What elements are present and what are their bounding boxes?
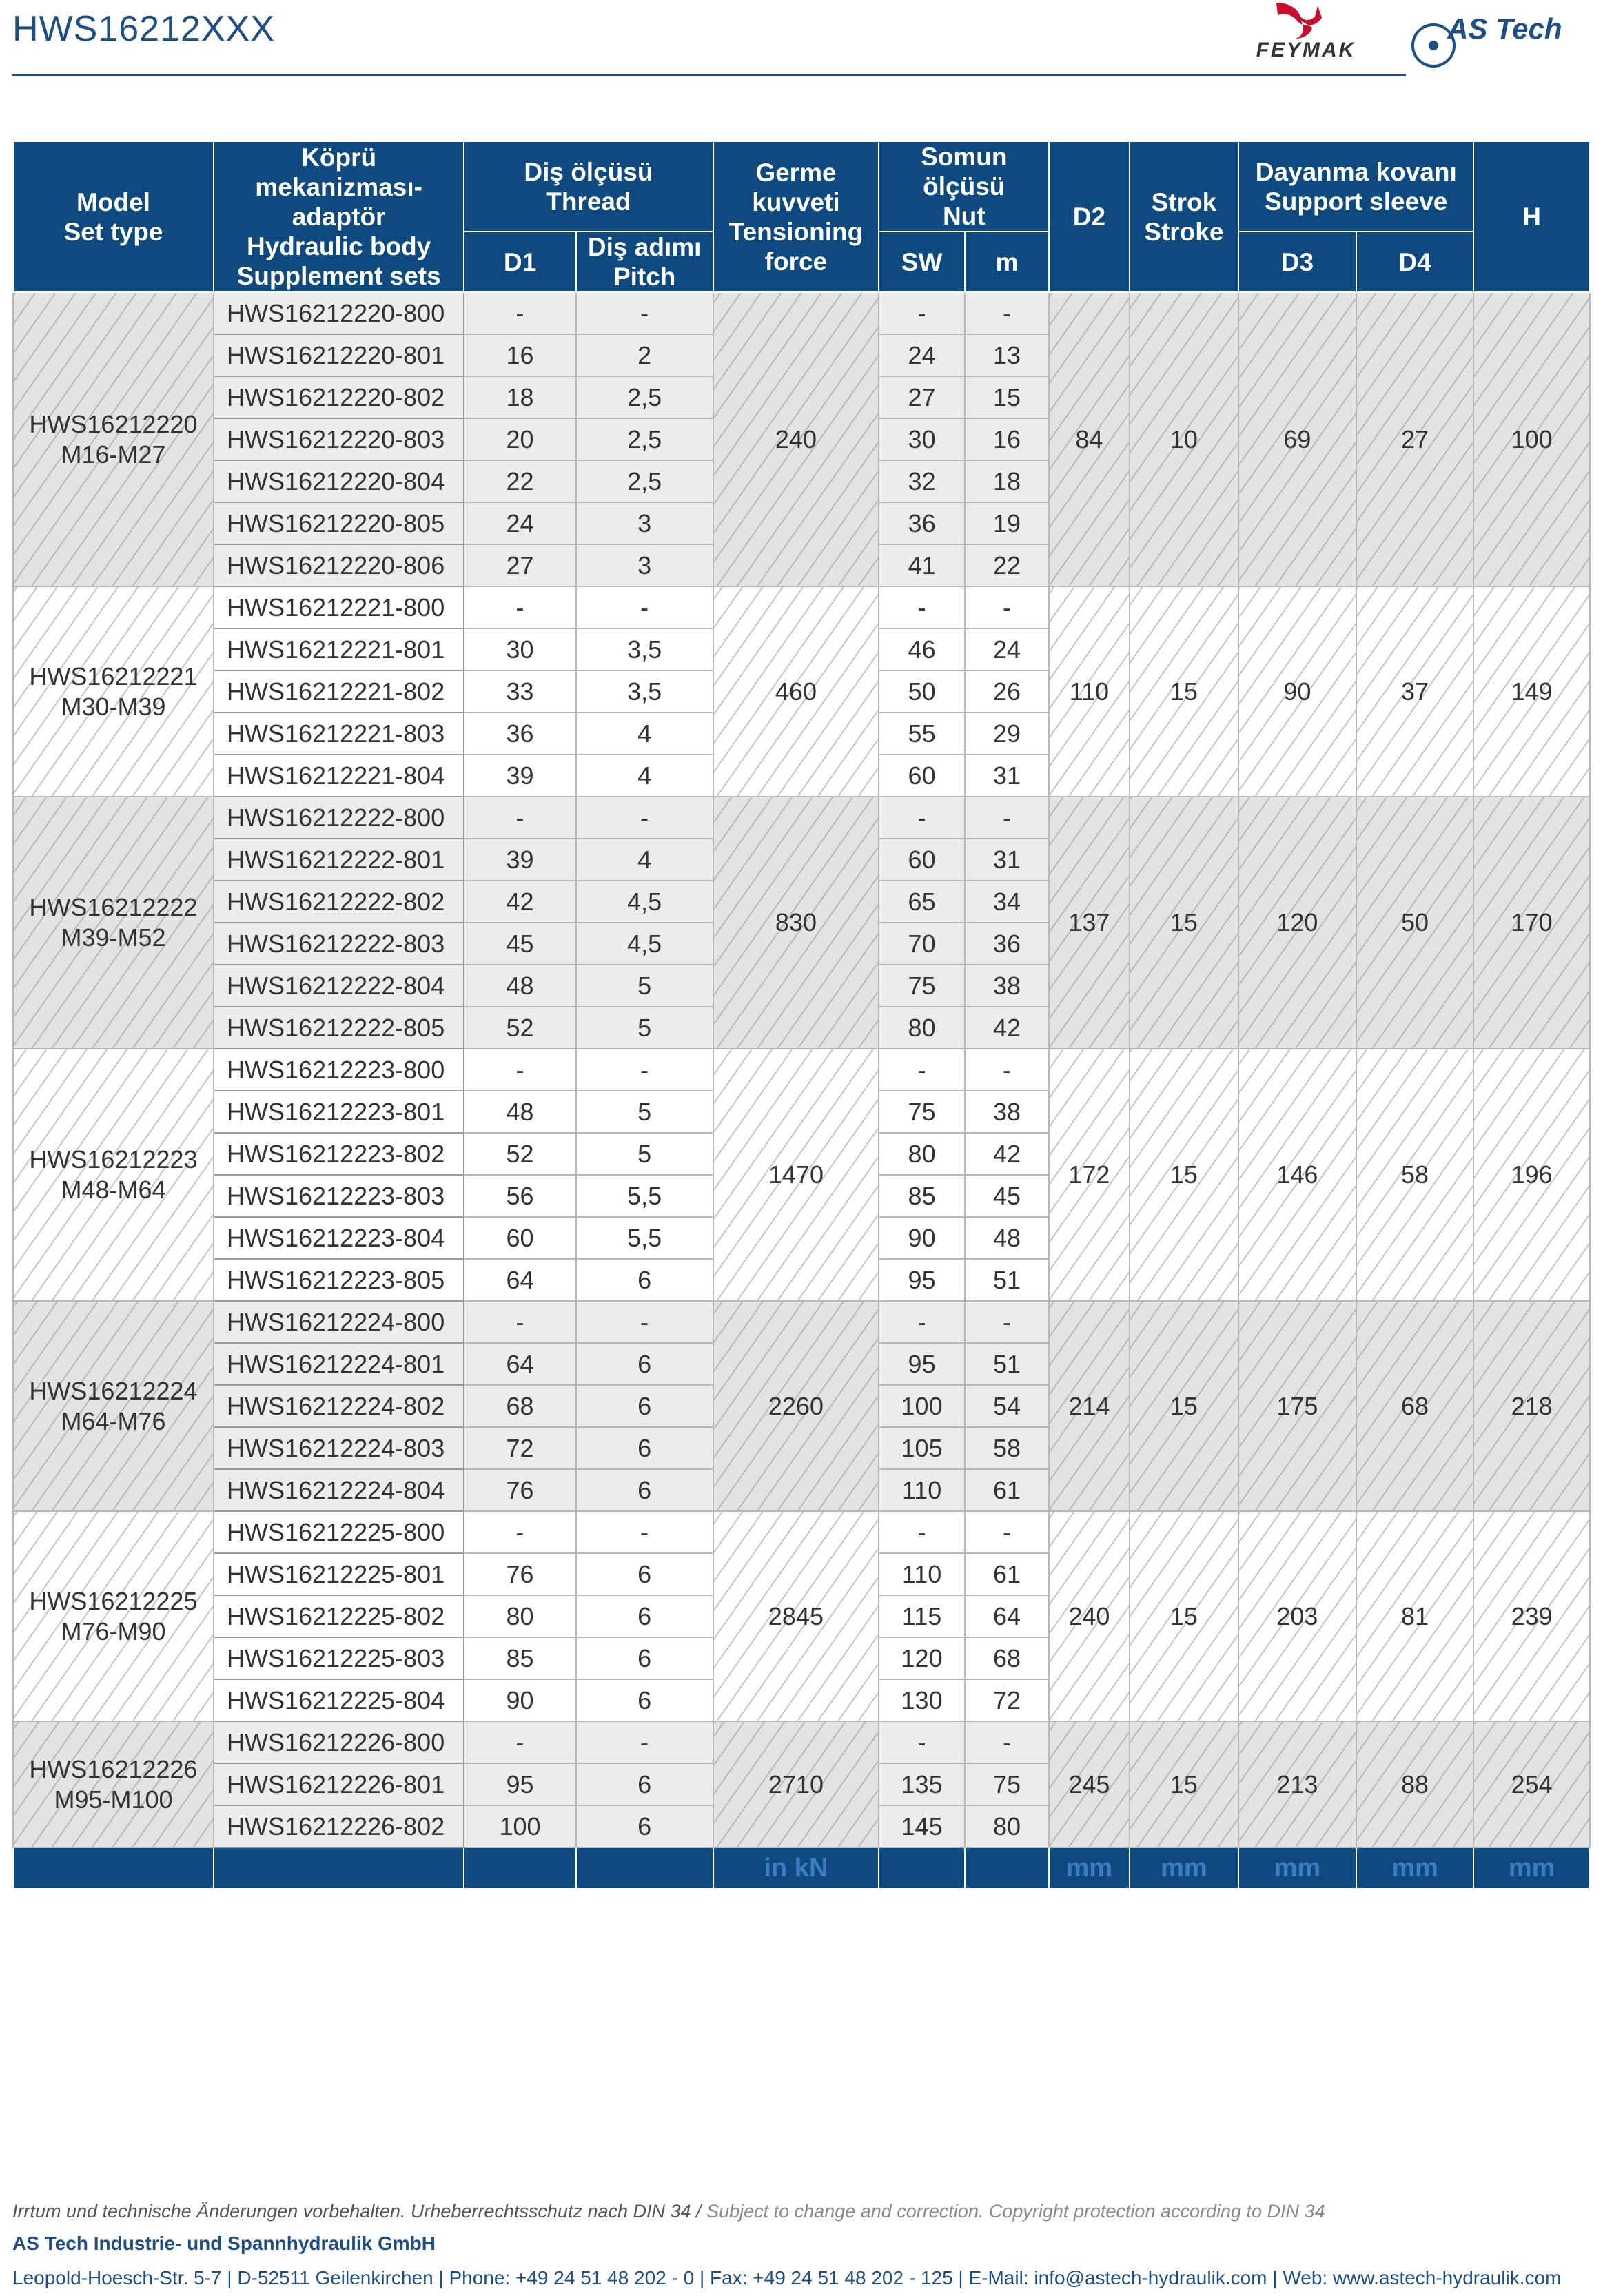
unit-empty: [879, 1847, 964, 1889]
set-type-cell: HWS16212220-800: [214, 292, 464, 334]
table-row: [13, 1721, 1590, 1763]
pitch-cell: 2,5: [576, 418, 713, 460]
d1-cell: 30: [464, 628, 576, 670]
d2-cell: 245: [1049, 1721, 1129, 1847]
pitch-cell: -: [576, 1049, 713, 1091]
stroke-cell: 15: [1130, 586, 1239, 797]
sw-cell: 80: [879, 1133, 964, 1175]
d1-cell: 39: [464, 839, 576, 881]
sw-cell: -: [879, 586, 964, 628]
header-model: Model Set type: [13, 141, 214, 292]
sw-cell: 70: [879, 923, 964, 965]
table-row: [13, 586, 1590, 628]
header-d1: D1: [464, 232, 576, 292]
d1-cell: 76: [464, 1553, 576, 1595]
unit-empty: [965, 1847, 1049, 1889]
table-body: [13, 292, 1590, 1847]
tensioning-force-cell: 2260: [713, 1301, 879, 1511]
m-cell: 64: [965, 1595, 1049, 1637]
d2-cell: 214: [1049, 1301, 1129, 1511]
h-cell: 196: [1473, 1049, 1590, 1301]
sw-cell: 115: [879, 1595, 964, 1637]
set-type-cell: HWS16212224-800: [214, 1301, 464, 1343]
sw-cell: 46: [879, 628, 964, 670]
d4-cell: 37: [1356, 586, 1474, 797]
d1-cell: -: [464, 797, 576, 839]
d1-cell: -: [464, 1721, 576, 1763]
set-type-cell: HWS16212225-802: [214, 1595, 464, 1637]
set-type-cell: HWS16212223-805: [214, 1259, 464, 1301]
m-cell: 13: [965, 334, 1049, 376]
unit-d3: mm: [1238, 1847, 1356, 1889]
units-row: [13, 1847, 1590, 1889]
d1-cell: 56: [464, 1175, 576, 1217]
header-pitch: Diş adımı Pitch: [576, 232, 713, 292]
pitch-cell: 4: [576, 839, 713, 881]
set-type-cell: HWS16212223-803: [214, 1175, 464, 1217]
d1-cell: 60: [464, 1217, 576, 1259]
set-type-cell: HWS16212226-801: [214, 1763, 464, 1805]
set-type-cell: HWS16212221-800: [214, 586, 464, 628]
pitch-cell: 6: [576, 1553, 713, 1595]
pitch-cell: -: [576, 292, 713, 334]
m-cell: -: [965, 1511, 1049, 1553]
set-type-cell: HWS16212220-803: [214, 418, 464, 460]
legal-note-en: Subject to change and correction. Copyright protection according to DIN 34: [706, 2201, 1325, 2222]
d1-cell: 76: [464, 1469, 576, 1511]
set-type-cell: HWS16212225-800: [214, 1511, 464, 1553]
stroke-cell: 10: [1130, 292, 1239, 586]
set-type-cell: HWS16212222-803: [214, 923, 464, 965]
specification-table: [12, 141, 1591, 1889]
d4-cell: 81: [1356, 1511, 1474, 1721]
m-cell: -: [965, 797, 1049, 839]
header-d2: D2: [1049, 141, 1129, 292]
d1-cell: 20: [464, 418, 576, 460]
sw-cell: 75: [879, 965, 964, 1007]
stroke-cell: 15: [1130, 797, 1239, 1049]
model-cell: HWS16212226 M95-M100: [13, 1721, 214, 1847]
pitch-cell: 2,5: [576, 460, 713, 502]
header-thread: Diş ölçüsü Thread: [464, 141, 713, 232]
sw-cell: 50: [879, 670, 964, 713]
h-cell: 218: [1473, 1301, 1590, 1511]
sw-cell: 60: [879, 755, 964, 797]
sw-cell: 95: [879, 1343, 964, 1385]
pitch-cell: 3: [576, 502, 713, 544]
set-type-cell: HWS16212226-800: [214, 1721, 464, 1763]
pitch-cell: 5: [576, 965, 713, 1007]
d1-cell: 24: [464, 502, 576, 544]
sw-cell: 95: [879, 1259, 964, 1301]
set-type-cell: HWS16212226-802: [214, 1805, 464, 1847]
m-cell: 22: [965, 544, 1049, 586]
sw-cell: 27: [879, 376, 964, 418]
set-type-cell: HWS16212221-802: [214, 670, 464, 713]
d3-cell: 203: [1238, 1511, 1356, 1721]
m-cell: 31: [965, 755, 1049, 797]
set-type-cell: HWS16212221-804: [214, 755, 464, 797]
tensioning-force-cell: 1470: [713, 1049, 879, 1301]
h-cell: 254: [1473, 1721, 1590, 1847]
h-cell: 100: [1473, 292, 1590, 586]
pitch-cell: -: [576, 586, 713, 628]
d2-cell: 137: [1049, 797, 1129, 1049]
header-d3: D3: [1238, 232, 1356, 292]
set-type-cell: HWS16212222-800: [214, 797, 464, 839]
unit-empty: [214, 1847, 464, 1889]
header-hydraulic-body: Köprü mekanizması- adaptör Hydraulic body Supplement sets: [214, 141, 464, 292]
unit-empty: [576, 1847, 713, 1889]
d1-cell: 95: [464, 1763, 576, 1805]
pitch-cell: 2: [576, 334, 713, 376]
m-cell: 19: [965, 502, 1049, 544]
d1-cell: -: [464, 292, 576, 334]
table-row: [13, 292, 1590, 334]
set-type-cell: HWS16212220-802: [214, 376, 464, 418]
m-cell: 48: [965, 1217, 1049, 1259]
m-cell: -: [965, 1049, 1049, 1091]
d2-cell: 84: [1049, 292, 1129, 586]
pitch-cell: 5,5: [576, 1217, 713, 1259]
pitch-cell: -: [576, 1301, 713, 1343]
sw-cell: -: [879, 1721, 964, 1763]
set-type-cell: HWS16212222-801: [214, 839, 464, 881]
m-cell: 34: [965, 881, 1049, 923]
m-cell: 42: [965, 1007, 1049, 1049]
set-type-cell: HWS16212223-801: [214, 1091, 464, 1133]
set-type-cell: HWS16212220-805: [214, 502, 464, 544]
sw-cell: 120: [879, 1637, 964, 1679]
set-type-cell: HWS16212222-805: [214, 1007, 464, 1049]
sw-cell: 90: [879, 1217, 964, 1259]
d3-cell: 213: [1238, 1721, 1356, 1847]
set-type-cell: HWS16212221-801: [214, 628, 464, 670]
m-cell: 51: [965, 1259, 1049, 1301]
sw-cell: 80: [879, 1007, 964, 1049]
m-cell: 54: [965, 1385, 1049, 1427]
d1-cell: 90: [464, 1679, 576, 1721]
pitch-cell: 4,5: [576, 881, 713, 923]
model-cell: HWS16212224 M64-M76: [13, 1301, 214, 1511]
stroke-cell: 15: [1130, 1721, 1239, 1847]
set-type-cell: HWS16212220-801: [214, 334, 464, 376]
d1-cell: 42: [464, 881, 576, 923]
sw-cell: 60: [879, 839, 964, 881]
set-type-cell: HWS16212223-800: [214, 1049, 464, 1091]
m-cell: 72: [965, 1679, 1049, 1721]
pitch-cell: 6: [576, 1679, 713, 1721]
pitch-cell: 4: [576, 713, 713, 755]
m-cell: -: [965, 292, 1049, 334]
pitch-cell: 6: [576, 1595, 713, 1637]
d1-cell: -: [464, 1049, 576, 1091]
m-cell: 29: [965, 713, 1049, 755]
m-cell: 75: [965, 1763, 1049, 1805]
header-stroke: Strok Stroke: [1130, 141, 1239, 292]
sw-cell: 36: [879, 502, 964, 544]
d1-cell: 85: [464, 1637, 576, 1679]
legal-note-de: Irrtum und technische Änderungen vorbehalten. Urheberrechtsschutz nach DIN 34 /: [12, 2201, 702, 2222]
d3-cell: 146: [1238, 1049, 1356, 1301]
stroke-cell: 15: [1130, 1511, 1239, 1721]
tensioning-force-cell: 2710: [713, 1721, 879, 1847]
d4-cell: 27: [1356, 292, 1474, 586]
d2-cell: 110: [1049, 586, 1129, 797]
sw-cell: 110: [879, 1553, 964, 1595]
sw-cell: 100: [879, 1385, 964, 1427]
pitch-cell: 6: [576, 1469, 713, 1511]
set-type-cell: HWS16212225-804: [214, 1679, 464, 1721]
company-address: Leopold-Hoesch-Str. 5-7 | D-52511 Geilenkirchen | Phone: +49 24 51 48 202 - 0 | Fax: +49 24 51 48 202 - 125 | E-Mail: info@astech-hydraulik.com | Web: www.astech-hydraulik.com: [12, 2267, 1562, 2288]
model-cell: HWS16212222 M39-M52: [13, 797, 214, 1049]
sw-cell: 135: [879, 1763, 964, 1805]
d4-cell: 68: [1356, 1301, 1474, 1511]
unit-empty: [13, 1847, 214, 1889]
stroke-cell: 15: [1130, 1049, 1239, 1301]
sw-cell: 105: [879, 1427, 964, 1469]
header-d4: D4: [1356, 232, 1474, 292]
pitch-cell: 6: [576, 1343, 713, 1385]
stroke-cell: 15: [1130, 1301, 1239, 1511]
set-type-cell: HWS16212224-801: [214, 1343, 464, 1385]
d1-cell: 68: [464, 1385, 576, 1427]
d3-cell: 175: [1238, 1301, 1356, 1511]
pitch-cell: 5,5: [576, 1175, 713, 1217]
tensioning-force-cell: 460: [713, 586, 879, 797]
pitch-cell: 5: [576, 1133, 713, 1175]
title-divider: [12, 74, 1406, 76]
d1-cell: 80: [464, 1595, 576, 1637]
d3-cell: 120: [1238, 797, 1356, 1049]
sw-cell: 65: [879, 881, 964, 923]
m-cell: 18: [965, 460, 1049, 502]
feymak-logo: [1234, 0, 1378, 63]
unit-empty: [464, 1847, 576, 1889]
h-cell: 239: [1473, 1511, 1590, 1721]
pitch-cell: 3,5: [576, 628, 713, 670]
pitch-cell: 5: [576, 1007, 713, 1049]
d2-cell: 172: [1049, 1049, 1129, 1301]
d4-cell: 50: [1356, 797, 1474, 1049]
d1-cell: -: [464, 586, 576, 628]
sw-cell: 24: [879, 334, 964, 376]
model-cell: HWS16212225 M76-M90: [13, 1511, 214, 1721]
feymak-wordmark: FEYMAK: [1256, 39, 1356, 61]
unit-h: mm: [1473, 1847, 1590, 1889]
set-type-cell: HWS16212224-802: [214, 1385, 464, 1427]
d3-cell: 90: [1238, 586, 1356, 797]
set-type-cell: HWS16212220-804: [214, 460, 464, 502]
header-m: m: [965, 232, 1049, 292]
m-cell: 38: [965, 965, 1049, 1007]
sw-cell: -: [879, 1049, 964, 1091]
d1-cell: 72: [464, 1427, 576, 1469]
sw-cell: -: [879, 797, 964, 839]
set-type-cell: HWS16212224-803: [214, 1427, 464, 1469]
m-cell: 45: [965, 1175, 1049, 1217]
tensioning-force-cell: 830: [713, 797, 879, 1049]
m-cell: 58: [965, 1427, 1049, 1469]
tensioning-force-cell: 240: [713, 292, 879, 586]
pitch-cell: 3: [576, 544, 713, 586]
set-type-cell: HWS16212225-803: [214, 1637, 464, 1679]
set-type-cell: HWS16212224-804: [214, 1469, 464, 1511]
m-cell: 16: [965, 418, 1049, 460]
sw-cell: -: [879, 1301, 964, 1343]
m-cell: 80: [965, 1805, 1049, 1847]
d1-cell: 18: [464, 376, 576, 418]
sw-cell: 32: [879, 460, 964, 502]
d1-cell: 45: [464, 923, 576, 965]
tensioning-force-cell: 2845: [713, 1511, 879, 1721]
set-type-cell: HWS16212223-802: [214, 1133, 464, 1175]
pitch-cell: 6: [576, 1637, 713, 1679]
d1-cell: 64: [464, 1259, 576, 1301]
d1-cell: 48: [464, 965, 576, 1007]
h-cell: 149: [1473, 586, 1590, 797]
sw-cell: 41: [879, 544, 964, 586]
pitch-cell: 2,5: [576, 376, 713, 418]
m-cell: 24: [965, 628, 1049, 670]
pitch-cell: 6: [576, 1259, 713, 1301]
header-support-sleeve: Dayanma kovanı Support sleeve: [1238, 141, 1473, 232]
pitch-cell: 5: [576, 1091, 713, 1133]
d1-cell: 100: [464, 1805, 576, 1847]
m-cell: 51: [965, 1343, 1049, 1385]
pitch-cell: 6: [576, 1805, 713, 1847]
model-cell: HWS16212223 M48-M64: [13, 1049, 214, 1301]
sw-cell: -: [879, 292, 964, 334]
pitch-cell: 4,5: [576, 923, 713, 965]
pitch-cell: 3,5: [576, 670, 713, 713]
sw-cell: 110: [879, 1469, 964, 1511]
m-cell: 61: [965, 1553, 1049, 1595]
set-type-cell: HWS16212225-801: [214, 1553, 464, 1595]
d1-cell: 39: [464, 755, 576, 797]
sw-cell: 30: [879, 418, 964, 460]
m-cell: 42: [965, 1133, 1049, 1175]
m-cell: 15: [965, 376, 1049, 418]
d1-cell: 33: [464, 670, 576, 713]
set-type-cell: HWS16212220-806: [214, 544, 464, 586]
astech-wordmark: AS Tech: [1447, 12, 1562, 45]
feymak-emblem-icon: [1276, 3, 1322, 39]
sw-cell: -: [879, 1511, 964, 1553]
model-cell: HWS16212221 M30-M39: [13, 586, 214, 797]
header-nut: Somun ölçüsü Nut: [879, 141, 1049, 232]
table-row: [13, 1301, 1590, 1343]
set-type-cell: HWS16212222-804: [214, 965, 464, 1007]
document-title: HWS16212XXX: [12, 9, 275, 49]
header-sw: SW: [879, 232, 964, 292]
table-row: [13, 797, 1590, 839]
company-name: AS Tech Industrie- und Spannhydraulik GmbH: [12, 2233, 436, 2254]
sw-cell: 85: [879, 1175, 964, 1217]
d3-cell: 69: [1238, 292, 1356, 586]
m-cell: 68: [965, 1637, 1049, 1679]
d1-cell: 52: [464, 1133, 576, 1175]
m-cell: -: [965, 586, 1049, 628]
d1-cell: 27: [464, 544, 576, 586]
d1-cell: 52: [464, 1007, 576, 1049]
m-cell: 26: [965, 670, 1049, 713]
m-cell: -: [965, 1301, 1049, 1343]
pitch-cell: -: [576, 1511, 713, 1553]
unit-d4: mm: [1356, 1847, 1474, 1889]
header-h: H: [1473, 141, 1590, 292]
sw-cell: 145: [879, 1805, 964, 1847]
pitch-cell: 6: [576, 1763, 713, 1805]
astech-logo: [1406, 10, 1599, 72]
d1-cell: -: [464, 1301, 576, 1343]
h-cell: 170: [1473, 797, 1590, 1049]
pitch-cell: 6: [576, 1385, 713, 1427]
table-row: [13, 1511, 1590, 1553]
m-cell: 61: [965, 1469, 1049, 1511]
m-cell: 31: [965, 839, 1049, 881]
pitch-cell: -: [576, 797, 713, 839]
d1-cell: 64: [464, 1343, 576, 1385]
m-cell: 38: [965, 1091, 1049, 1133]
m-cell: -: [965, 1721, 1049, 1763]
d1-cell: -: [464, 1511, 576, 1553]
table-row: [13, 1049, 1590, 1091]
set-type-cell: HWS16212222-802: [214, 881, 464, 923]
pitch-cell: 6: [576, 1427, 713, 1469]
d4-cell: 58: [1356, 1049, 1474, 1301]
m-cell: 36: [965, 923, 1049, 965]
legal-note: [12, 2201, 1597, 2222]
d1-cell: 48: [464, 1091, 576, 1133]
d1-cell: 36: [464, 713, 576, 755]
sw-cell: 130: [879, 1679, 964, 1721]
pitch-cell: 4: [576, 755, 713, 797]
sw-cell: 55: [879, 713, 964, 755]
unit-d2: mm: [1049, 1847, 1129, 1889]
unit-stroke: mm: [1130, 1847, 1239, 1889]
d1-cell: 16: [464, 334, 576, 376]
d1-cell: 22: [464, 460, 576, 502]
unit-force: in kN: [713, 1847, 879, 1889]
set-type-cell: HWS16212221-803: [214, 713, 464, 755]
sw-cell: 75: [879, 1091, 964, 1133]
d4-cell: 88: [1356, 1721, 1474, 1847]
header-tensioning-force: Germe kuvveti Tensioning force: [713, 141, 879, 292]
pitch-cell: -: [576, 1721, 713, 1763]
d2-cell: 240: [1049, 1511, 1129, 1721]
model-cell: HWS16212220 M16-M27: [13, 292, 214, 586]
set-type-cell: HWS16212223-804: [214, 1217, 464, 1259]
